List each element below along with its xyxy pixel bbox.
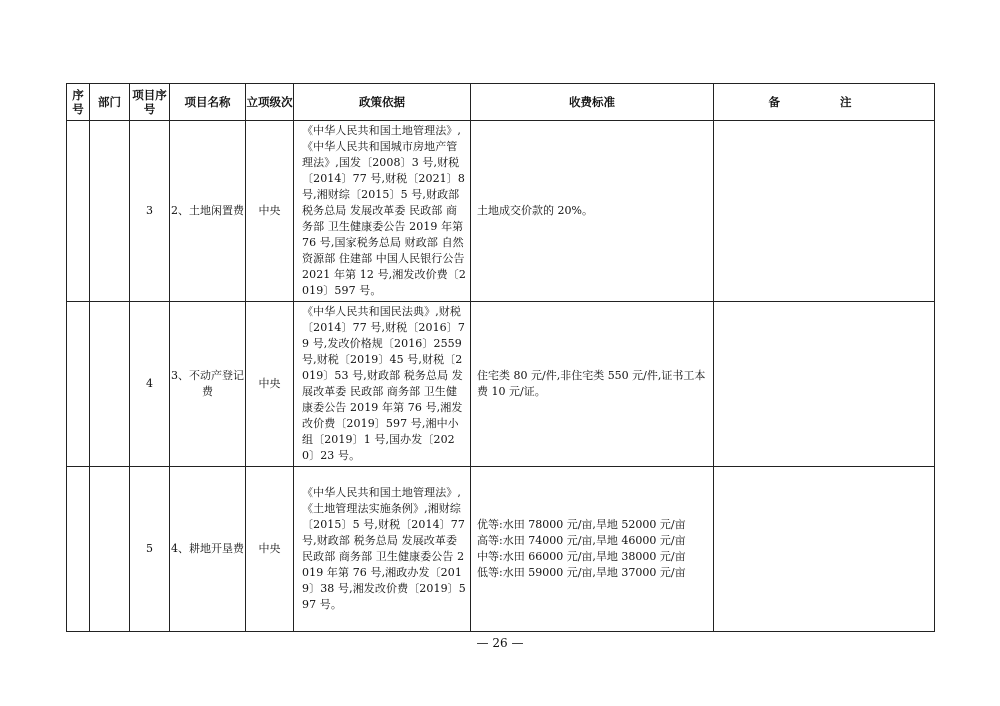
cell-item-name: 3、不动产登记费: [170, 302, 246, 467]
table-row: [67, 302, 935, 467]
cell-remark: [714, 121, 935, 302]
cell-remark: [714, 467, 935, 632]
header-remark: 备 注: [714, 84, 935, 121]
header-standard: 收费标准: [471, 84, 714, 121]
cell-standard: [471, 121, 714, 302]
header-item-name: 项目名称: [170, 84, 246, 121]
cell-seq: [67, 302, 90, 467]
standard-line: 中等:水田 66000 元/亩,旱地 38000 元/亩: [477, 550, 686, 563]
header-row: [67, 84, 935, 121]
standard-line: 低等:水田 59000 元/亩,旱地 37000 元/亩: [477, 566, 686, 579]
table-row: [67, 467, 935, 632]
cell-item-name: 4、耕地开垦费: [170, 467, 246, 632]
cell-seq: [67, 121, 90, 302]
header-item-seq: 项目序号: [130, 84, 170, 121]
cell-level: 中央: [246, 121, 294, 302]
cell-level: 中央: [246, 467, 294, 632]
header-seq: 序号: [67, 84, 90, 121]
fee-table: [66, 83, 935, 632]
cell-dept: [90, 121, 130, 302]
header-level: 立项级次: [246, 84, 294, 121]
cell-seq: [67, 467, 90, 632]
cell-policy: 《中华人民共和国民法典》,财税〔2014〕77 号,财税〔2016〕79 号,发改价格规〔2016〕2559 号,财税〔2019〕45 号,财税〔2019〕53 号,财政部 税务总局 发展改革委 民政部 商务部 卫生健康委公告 2019 年第 76 号,湘发改价费〔2019〕597 号,湘中小组〔2019〕1 号,国办发〔2020〕23 号。: [294, 302, 471, 467]
cell-item-name: 2、土地闲置费: [170, 121, 246, 302]
cell-item-seq: 3: [130, 121, 170, 302]
cell-item-seq: 4: [130, 302, 170, 467]
header-policy: 政策依据: [294, 84, 471, 121]
table-row: [67, 121, 935, 302]
cell-standard: [471, 302, 714, 467]
cell-dept: [90, 467, 130, 632]
header-dept: 部门: [90, 84, 130, 121]
cell-policy: 《中华人民共和国土地管理法》,《土地管理法实施条例》,湘财综〔2015〕5 号,财税〔2014〕77 号,财政部 税务总局 发展改革委 民政部 商务部 卫生健康委公告 2019 年第 76 号,湘政办发〔2019〕38 号,湘发改价费〔2019〕597 号。: [294, 467, 471, 632]
page-number: — 26 —: [476, 636, 524, 650]
standard-line: 土地成交价款的 20%。: [477, 204, 593, 217]
cell-standard: [471, 467, 714, 632]
standard-line: 高等:水田 74000 元/亩,旱地 46000 元/亩: [477, 534, 686, 547]
cell-level: 中央: [246, 302, 294, 467]
cell-policy: 《中华人民共和国土地管理法》,《中华人民共和国城市房地产管理法》,国发〔2008〕3 号,财税〔2014〕77 号,财税〔2021〕8 号,湘财综〔2015〕5 号,财政部 税务总局 发展改革委 民政部 商务部 卫生健康委公告 2019 年第 76 号,国家税务总局 财政部 自然资源部 住建部 中国人民银行公告 2021 年第 12 号,湘发改价费〔2019〕597 号。: [294, 121, 471, 302]
cell-dept: [90, 302, 130, 467]
standard-line: 住宅类 80 元/件,非住宅类 550 元/件,证书工本费 10 元/证。: [477, 369, 706, 398]
cell-remark: [714, 302, 935, 467]
standard-line: 优等:水田 78000 元/亩,旱地 52000 元/亩: [477, 518, 686, 531]
cell-item-seq: 5: [130, 467, 170, 632]
